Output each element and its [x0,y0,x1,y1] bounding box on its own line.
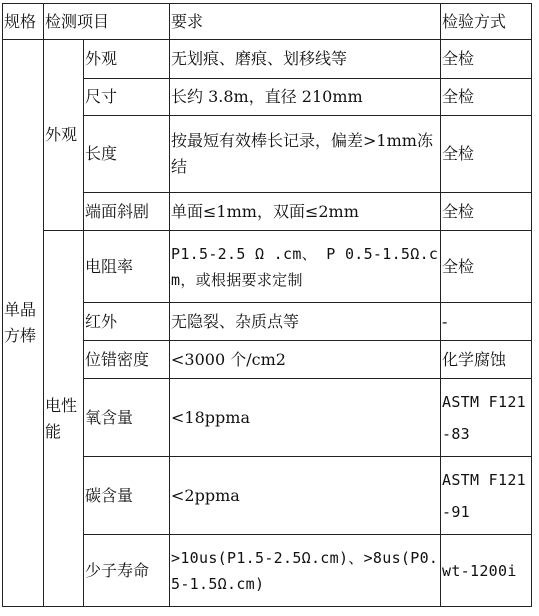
method-cell: 全检 [441,193,532,231]
requirement-cell: 无隐裂、杂质点等 [170,303,441,341]
method-cell: 全检 [441,40,532,79]
method-cell: 全检 [441,231,532,303]
item-cell: 端面斜剧 [84,193,170,231]
item-cell: 尺寸 [84,79,170,116]
requirement-cell: P1.5-2.5 Ω .cm、 P 0.5-1.5Ω.cm，或根据要求定制 [170,231,441,303]
table-header-row [3,4,532,40]
item-cell: 位错密度 [84,341,170,379]
method-cell: ASTM F121-83 [441,379,532,457]
method-cell: ASTM F121-91 [441,457,532,535]
header-spec: 规格 [3,4,44,40]
requirement-cell: <2ppma [170,457,441,535]
item-cell: 碳含量 [84,457,170,535]
header-item: 检测项目 [44,4,170,40]
requirement-cell: 无划痕、磨痕、划移线等 [170,40,441,79]
header-requirement: 要求 [170,4,441,40]
spec-table [2,3,532,607]
item-cell: 少子寿命 [84,535,170,607]
method-cell: 化学腐蚀 [441,341,532,379]
method-cell: 全检 [441,79,532,116]
group-electrical: 电性能 [44,231,84,607]
requirement-cell: 长约 3.8m，直径 210mm [170,79,441,116]
item-cell: 外观 [84,40,170,79]
requirement-cell: <18ppma [170,379,441,457]
header-method: 检验方式 [441,4,532,40]
requirement-cell: 按最短有效棒长记录，偏差>1mm冻结 [170,116,441,193]
group-appearance: 外观 [44,40,84,231]
requirement-cell: 单面≤1mm，双面≤2mm [170,193,441,231]
requirement-cell: >10us(P1.5-2.5Ω.cm)、>8us(P0.5-1.5Ω.cm) [170,535,441,607]
table-row [3,231,532,303]
table-row [3,40,532,79]
method-cell: - [441,303,532,341]
item-cell: 长度 [84,116,170,193]
product-cell: 单晶方棒 [3,40,44,607]
method-cell: 全检 [441,116,532,193]
item-cell: 氧含量 [84,379,170,457]
item-cell: 电阻率 [84,231,170,303]
method-cell: wt-1200i [441,535,532,607]
requirement-cell: <3000 个/cm2 [170,341,441,379]
item-cell: 红外 [84,303,170,341]
